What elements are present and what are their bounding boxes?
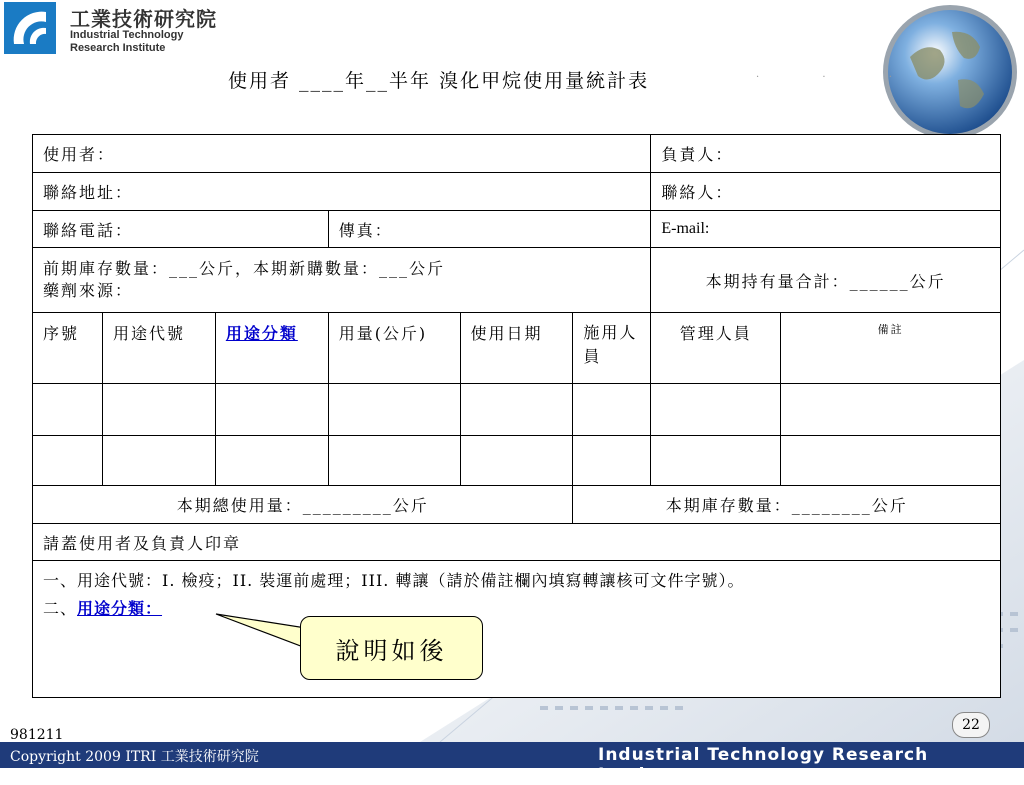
cell-operator[interactable]: [573, 436, 651, 486]
stock-line: 前期庫存數量：___公斤，本期新購數量：___公斤: [43, 259, 446, 278]
contact-field[interactable]: 聯絡人：: [651, 173, 1001, 211]
form-row-user: [33, 135, 1001, 173]
note-2-use-category-link[interactable]: 用途分類：: [77, 599, 163, 618]
cell-amount[interactable]: [328, 384, 460, 436]
itri-logo: [0, 0, 260, 58]
cell-remarks[interactable]: [781, 436, 1001, 486]
header-operator: 施用人員: [573, 313, 651, 384]
callout-box: 說明如後: [300, 616, 483, 680]
cell-use-code[interactable]: [102, 436, 215, 486]
notes-row: [33, 561, 1001, 698]
cell-use-date[interactable]: [460, 436, 573, 486]
footer-copyright: Copyright 2009 ITRI 工業技術研究院: [10, 749, 259, 765]
form-row-address: [33, 173, 1001, 211]
logo-name-en-line1: Industrial Technology: [70, 29, 184, 41]
cell-serial[interactable]: [33, 384, 103, 436]
header-remarks: 備註: [781, 313, 1001, 384]
note-1: 一、用途代號：I. 檢疫；II. 裝運前處理；III. 轉讓（請於備註欄內填寫轉讓核可文件字號）。: [43, 571, 745, 590]
seal-field[interactable]: 請蓋使用者及負責人印章: [33, 524, 1001, 561]
cell-use-category[interactable]: [215, 436, 328, 486]
phone-field[interactable]: 聯絡電話：: [33, 211, 329, 248]
owner-field[interactable]: 負責人：: [651, 135, 1001, 173]
cell-serial[interactable]: [33, 436, 103, 486]
statistics-form-table: [32, 134, 1001, 698]
header-amount: 用量(公斤): [328, 313, 460, 384]
table-row: [33, 436, 1001, 486]
source-line: 藥劑來源：: [43, 281, 134, 300]
title-decoration: · · ·: [756, 72, 922, 83]
header-serial: 序號: [33, 313, 103, 384]
header-use-date: 使用日期: [460, 313, 573, 384]
itri-logo-mark-icon: [4, 2, 56, 54]
total-used-field[interactable]: 本期總使用量：_________公斤: [33, 486, 573, 524]
page-title: 使用者 ____年__半年 溴化甲烷使用量統計表: [228, 70, 650, 92]
footer-institute-name: Industrial Technology Research Institute: [598, 745, 929, 785]
page-number: 22: [952, 712, 990, 738]
table-header-row: [33, 313, 1001, 384]
form-row-phone: [33, 211, 1001, 248]
cell-manager[interactable]: [651, 384, 781, 436]
cell-use-date[interactable]: [460, 384, 573, 436]
totals-row: [33, 486, 1001, 524]
cell-use-code[interactable]: [102, 384, 215, 436]
note-2: [43, 595, 990, 623]
stock-now-field[interactable]: 本期庫存數量：________公斤: [573, 486, 1001, 524]
total-held-field[interactable]: 本期持有量合計：______公斤: [651, 248, 1001, 313]
user-field[interactable]: 使用者：: [33, 135, 651, 173]
header-use-category: [215, 313, 328, 384]
header-manager: 管理人員: [651, 313, 781, 384]
email-field[interactable]: E-mail:: [651, 211, 1001, 248]
footer-date: 981211: [10, 727, 64, 743]
cell-use-category[interactable]: [215, 384, 328, 436]
stock-and-source-field[interactable]: [33, 248, 651, 313]
cell-amount[interactable]: [328, 436, 460, 486]
use-category-link[interactable]: 用途分類: [225, 324, 298, 343]
notes-cell: [33, 561, 1001, 698]
header-use-code: 用途代號: [102, 313, 215, 384]
fax-field[interactable]: 傳真：: [328, 211, 651, 248]
logo-name-zh: 工業技術研究院: [70, 7, 217, 31]
table-row: [33, 384, 1001, 436]
seal-row: [33, 524, 1001, 561]
logo-name-en-line2: Research Institute: [70, 42, 166, 54]
address-field[interactable]: 聯絡地址：: [33, 173, 651, 211]
cell-manager[interactable]: [651, 436, 781, 486]
form-row-stock: [33, 248, 1001, 313]
note-2-prefix: 二、: [43, 599, 78, 618]
cell-operator[interactable]: [573, 384, 651, 436]
cell-remarks[interactable]: [781, 384, 1001, 436]
